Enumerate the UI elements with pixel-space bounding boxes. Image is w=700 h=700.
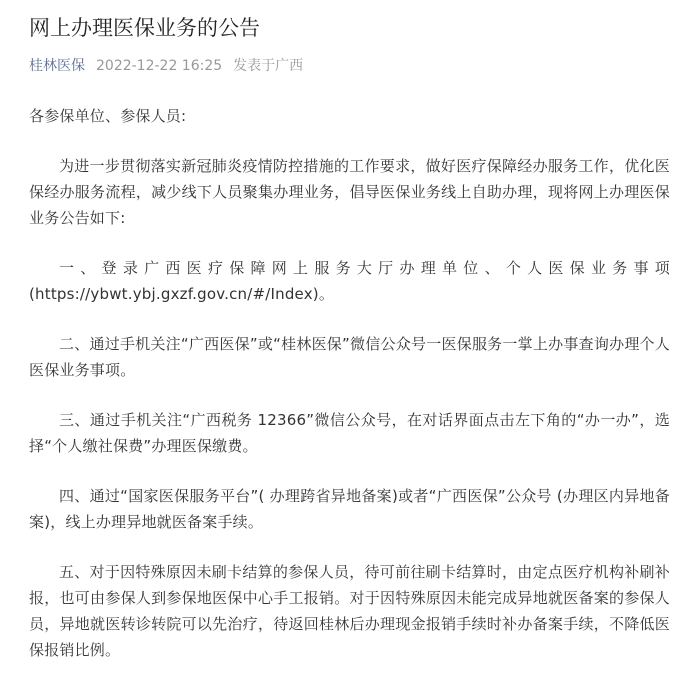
article-content [29, 103, 670, 663]
article-title: 网上办理医保业务的公告 [29, 16, 260, 40]
item-paragraph-3: 三、通过手机关注“广西税务 12366”微信公众号，在对话界面点击左下角的“办一办”，选择“个人缴社保费”办理医保缴费。 [29, 411, 670, 455]
greeting-paragraph: 各参保单位、参保人员: [29, 107, 187, 125]
item-paragraph-1: 一、登录广西医疗保障网上服务大厅办理单位、个人医保业务事项(https://ybwt.ybj.gxzf.gov.cn/#/Index)。 [29, 259, 670, 303]
intro-paragraph: 为进一步贯彻落实新冠肺炎疫情防控措施的工作要求，做好医疗保障经办服务工作，优化医保经办服务流程，减少线下人员聚集办理业务，倡导医保业务线上自助办理，现将网上办理医保业务公告如下: [29, 157, 670, 227]
publish-datetime: 2022-12-22 16:25 [96, 58, 223, 74]
item-paragraph-4: 四、通过“国家医保服务平台”( 办理跨省异地备案)或者“广西医保”公众号 (办理区内异地备案)，线上办理异地就医备案手续。 [29, 487, 670, 531]
account-name-link[interactable]: 桂林医保 [29, 58, 85, 74]
item-paragraph-5: 五、对于因特殊原因未刷卡结算的参保人员，待可前往刷卡结算时，由定点医疗机构补刷补报，也可由参保人到参保地医保中心手工报销。对于因特殊原因未能完成异地就医备案的参保人员，异地就医转诊转院可以先治疗，待返回桂林后办理现金报销手续时补办备案手续，不降低医保报销比例。 [29, 563, 670, 659]
item-paragraph-2: 二、通过手机关注“广西医保”或“桂林医保”微信公众号一医保服务一掌上办事查询办理个人医保业务事项。 [29, 335, 670, 379]
publish-location: 发表于广西 [233, 58, 304, 74]
article-meta [29, 56, 670, 76]
